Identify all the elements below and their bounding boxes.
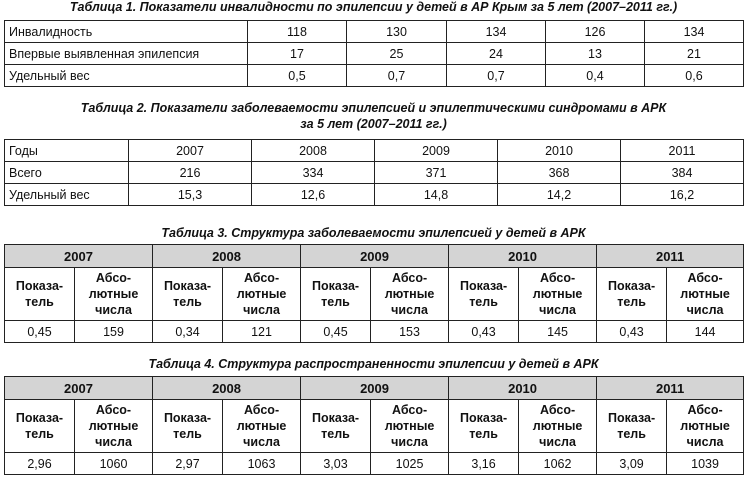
table-cell: 145 — [519, 321, 597, 343]
table-cell: 0,7 — [447, 65, 546, 87]
subheader-indicator: Показа- тель — [153, 268, 223, 321]
table2-caption-line1: Таблица 2. Показатели заболеваемости эпилепсией и эпилептическими синдромами в АРК — [80, 101, 667, 115]
subheader-indicator: Показа- тель — [597, 268, 667, 321]
table-cell: 0,34 — [153, 321, 223, 343]
subheader-indicator: Показа- тель — [301, 268, 371, 321]
year-header: 2008 — [153, 377, 301, 400]
table-cell: 16,2 — [621, 184, 744, 206]
table-cell: 17 — [248, 43, 347, 65]
table-cell: 13 — [546, 43, 645, 65]
table-row — [5, 43, 744, 65]
table-cell: 134 — [447, 21, 546, 43]
subheader-absolute: Абсо- лютные числа — [223, 400, 301, 453]
table-cell: 0,4 — [546, 65, 645, 87]
year-header: 2010 — [449, 245, 597, 268]
table-cell: 1062 — [519, 453, 597, 475]
table-cell: 216 — [129, 162, 252, 184]
table-cell: 3,03 — [301, 453, 371, 475]
table-cell: 121 — [223, 321, 301, 343]
table-row — [5, 65, 744, 87]
table-cell: 1039 — [667, 453, 744, 475]
subheader-absolute: Абсо- лютные числа — [519, 400, 597, 453]
table-cell: 371 — [375, 162, 498, 184]
table-row — [5, 321, 744, 343]
subheader-indicator: Показа- тель — [301, 400, 371, 453]
table-cell: 2,97 — [153, 453, 223, 475]
table-cell: 134 — [645, 21, 744, 43]
year-header-row — [5, 377, 744, 400]
table-cell: 159 — [75, 321, 153, 343]
table2-caption-line2: за 5 лет (2007–2011 гг.) — [300, 117, 447, 131]
table-cell: 368 — [498, 162, 621, 184]
table-cell: 2007 — [129, 140, 252, 162]
year-header: 2007 — [5, 245, 153, 268]
subheader-indicator: Показа- тель — [449, 400, 519, 453]
table-cell: 0,45 — [301, 321, 371, 343]
table-cell: 0,5 — [248, 65, 347, 87]
table-cell: 2011 — [621, 140, 744, 162]
subheader-absolute: Абсо- лютные числа — [75, 268, 153, 321]
subheader-absolute: Абсо- лютные числа — [667, 268, 744, 321]
row-label: Годы — [5, 140, 129, 162]
table-cell: 25 — [347, 43, 447, 65]
table3 — [4, 244, 744, 343]
table-cell: 144 — [667, 321, 744, 343]
subheader-absolute: Абсо- лютные числа — [75, 400, 153, 453]
subheader-indicator: Показа- тель — [153, 400, 223, 453]
table-cell: 1063 — [223, 453, 301, 475]
table-cell: 2,96 — [5, 453, 75, 475]
table4-caption: Таблица 4. Структура распространенности эпилепсии у детей в АРК — [148, 357, 599, 371]
table-row — [5, 453, 744, 475]
year-header: 2011 — [597, 245, 744, 268]
table-cell: 0,43 — [597, 321, 667, 343]
table-row — [5, 162, 744, 184]
subheader-absolute: Абсо- лютные числа — [371, 400, 449, 453]
subheader-absolute: Абсо- лютные числа — [667, 400, 744, 453]
table-cell: 126 — [546, 21, 645, 43]
table-cell: 0,7 — [347, 65, 447, 87]
table-cell: 1025 — [371, 453, 449, 475]
year-header: 2009 — [301, 245, 449, 268]
table-cell: 1060 — [75, 453, 153, 475]
subheader-indicator: Показа- тель — [597, 400, 667, 453]
table-cell: 12,6 — [252, 184, 375, 206]
table-cell: 2010 — [498, 140, 621, 162]
table-cell: 24 — [447, 43, 546, 65]
table4 — [4, 376, 744, 475]
year-header-row — [5, 245, 744, 268]
table2 — [4, 139, 744, 206]
subheader-indicator: Показа- тель — [449, 268, 519, 321]
table-cell: 14,2 — [498, 184, 621, 206]
subheader-indicator: Показа- тель — [5, 268, 75, 321]
table-cell: 14,8 — [375, 184, 498, 206]
table-cell: 130 — [347, 21, 447, 43]
row-label: Впервые выявленная эпилепсия — [5, 43, 248, 65]
table-cell: 0,45 — [5, 321, 75, 343]
subheader-row — [5, 268, 744, 321]
table-cell: 3,09 — [597, 453, 667, 475]
table3-caption: Таблица 3. Структура заболеваемости эпилепсией у детей в АРК — [161, 226, 586, 240]
table-cell: 0,43 — [449, 321, 519, 343]
table-cell: 118 — [248, 21, 347, 43]
table1 — [4, 20, 744, 87]
table-cell: 15,3 — [129, 184, 252, 206]
table1-caption: Таблица 1. Показатели инвалидности по эпилепсии у детей в АР Крым за 5 лет (2007–2011 гг.) — [69, 0, 678, 14]
table-cell: 2009 — [375, 140, 498, 162]
row-label: Удельный вес — [5, 184, 129, 206]
table-cell: 334 — [252, 162, 375, 184]
subheader-absolute: Абсо- лютные числа — [223, 268, 301, 321]
subheader-row — [5, 400, 744, 453]
row-label: Всего — [5, 162, 129, 184]
year-header: 2011 — [597, 377, 744, 400]
year-header: 2010 — [449, 377, 597, 400]
table-cell: 21 — [645, 43, 744, 65]
subheader-absolute: Абсо- лютные числа — [371, 268, 449, 321]
table-cell: 3,16 — [449, 453, 519, 475]
table-row — [5, 21, 744, 43]
table-cell: 2008 — [252, 140, 375, 162]
table-cell: 0,6 — [645, 65, 744, 87]
year-header: 2009 — [301, 377, 449, 400]
row-label: Удельный вес — [5, 65, 248, 87]
year-header: 2007 — [5, 377, 153, 400]
subheader-indicator: Показа- тель — [5, 400, 75, 453]
table-row — [5, 140, 744, 162]
year-header: 2008 — [153, 245, 301, 268]
table-cell: 153 — [371, 321, 449, 343]
table-cell: 384 — [621, 162, 744, 184]
row-label: Инвалидность — [5, 21, 248, 43]
table-row — [5, 184, 744, 206]
subheader-absolute: Абсо- лютные числа — [519, 268, 597, 321]
